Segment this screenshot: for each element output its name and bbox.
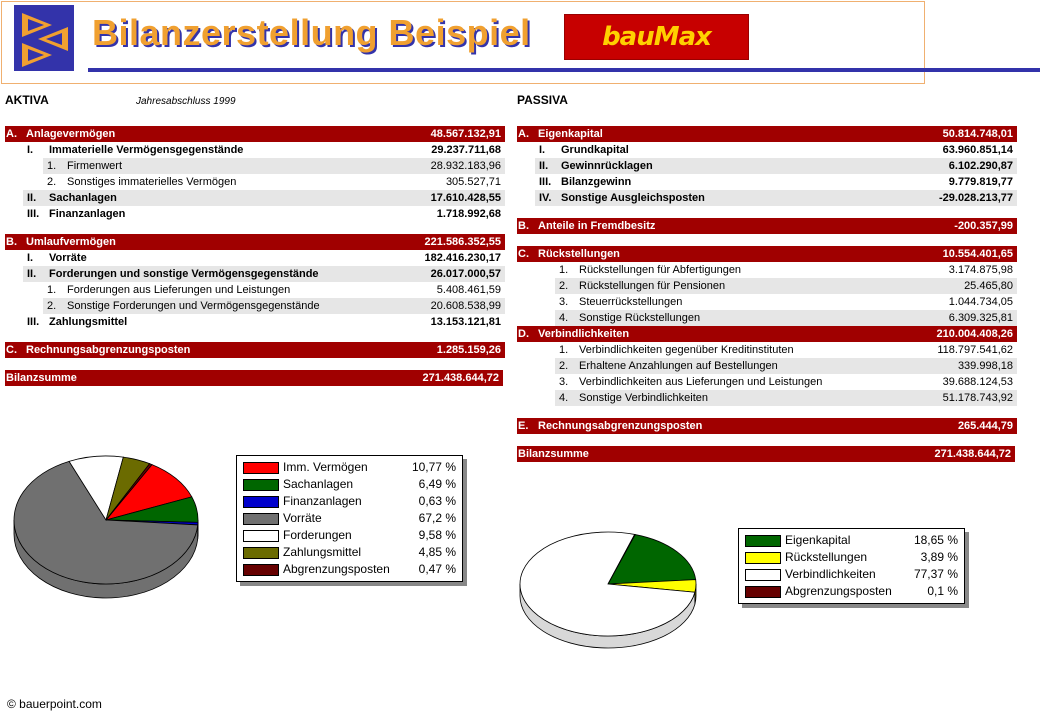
spacer (517, 234, 1017, 246)
legend-swatch (243, 462, 279, 474)
aktiva-line-row (23, 266, 505, 282)
row-key: IV. (539, 192, 552, 204)
legend-value: 3,89 % (920, 550, 958, 564)
page-title: Bilanzerstellung Beispiel (92, 12, 531, 53)
row-label: Sonstiges immaterielles Vermögen (67, 176, 237, 188)
spacer (5, 222, 505, 234)
row-label: Rückstellungen für Pensionen (579, 280, 726, 292)
legend-label: Verbindlichkeiten (785, 567, 876, 581)
row-label: Rückstellungen für Abfertigungen (579, 264, 742, 276)
legend-item (237, 510, 462, 527)
row-value: 17.610.428,55 (430, 192, 501, 204)
passiva-heading: PASSIVA (517, 93, 568, 107)
row-key: III. (27, 208, 40, 220)
year-note: Jahresabschluss 1999 (136, 96, 236, 107)
copyright: © bauerpoint.com (7, 697, 102, 711)
row-value: 210.004.408,26 (936, 328, 1013, 340)
legend-swatch (745, 569, 781, 581)
legend-item (237, 527, 462, 544)
row-label: Bilanzsumme (6, 372, 77, 384)
row-label: Umlaufvermögen (26, 236, 116, 248)
legend-item (237, 459, 462, 476)
row-key: B. (6, 236, 17, 248)
row-key: 2. (47, 300, 57, 312)
row-value: 1.285.159,26 (436, 344, 501, 356)
row-key: D. (518, 328, 529, 340)
row-key: I. (539, 144, 546, 156)
aktiva-section-row (5, 234, 505, 250)
legend-label: Abgrenzungsposten (785, 584, 892, 598)
row-value: 1.718.992,68 (436, 208, 501, 220)
aktiva-section-row (5, 342, 505, 358)
legend-label: Abgrenzungsposten (283, 562, 390, 576)
spacer (5, 330, 505, 342)
row-label: Sonstige Rückstellungen (579, 312, 701, 324)
legend-value: 0,1 % (927, 584, 958, 598)
legend-swatch (243, 496, 279, 508)
row-value: 13.153.121,81 (430, 316, 501, 328)
row-key: 2. (559, 280, 569, 292)
row-value: 3.174.875,98 (948, 264, 1013, 276)
row-key: A. (518, 128, 529, 140)
legend-label: Rückstellungen (785, 550, 868, 564)
legend-label: Sachanlagen (283, 477, 354, 491)
header-rule (88, 68, 1040, 72)
row-label: Steuerrückstellungen (579, 296, 683, 308)
row-label: Rechnungsabgrenzungsposten (26, 344, 191, 356)
logo-icon (14, 5, 76, 73)
row-key: B. (518, 220, 529, 232)
passiva-line-row (555, 342, 1017, 358)
row-key: 2. (559, 360, 569, 372)
row-key: C. (518, 248, 529, 260)
row-label: Vorräte (49, 252, 87, 264)
row-value: 9.779.819,77 (948, 176, 1013, 188)
aktiva-table (5, 126, 505, 386)
passiva-section-row (517, 418, 1017, 434)
row-label: Immaterielle Vermögensgegenstände (49, 144, 244, 156)
legend-value: 18,65 % (913, 533, 958, 547)
row-key: II. (27, 268, 37, 280)
row-label: Verbindlichkeiten (538, 328, 630, 340)
row-label: Verbindlichkeiten gegenüber Kreditinstituten (579, 344, 794, 356)
row-key: 2. (47, 176, 57, 188)
legend-value: 0,63 % (418, 494, 456, 508)
row-label: Zahlungsmittel (49, 316, 128, 328)
row-value: 305.527,71 (445, 176, 501, 188)
legend-swatch (243, 513, 279, 525)
row-value: 29.237.711,68 (431, 144, 501, 156)
aktiva-line-row (23, 190, 505, 206)
passiva-line-row (555, 294, 1017, 310)
row-label: Rechnungsabgrenzungsposten (538, 420, 703, 432)
row-key: 4. (559, 312, 569, 324)
row-key: II. (27, 192, 37, 204)
row-value: 182.416.230,17 (424, 252, 501, 264)
aktiva-section-row (5, 370, 503, 386)
row-value: 118.797.541,62 (937, 344, 1013, 356)
spacer (5, 358, 505, 370)
row-label: Erhaltene Anzahlungen auf Bestellungen (579, 360, 778, 372)
legend-item (237, 493, 462, 510)
row-value: 6.309.325,81 (948, 312, 1013, 324)
row-value: 48.567.132,91 (430, 128, 501, 140)
legend-item (739, 532, 964, 549)
row-label: Verbindlichkeiten aus Lieferungen und Leistungen (579, 376, 823, 388)
row-value: 1.044.734,05 (948, 296, 1013, 308)
legend-label: Finanzanlagen (283, 494, 362, 508)
row-value: 265.444,79 (957, 420, 1013, 432)
row-value: 63.960.851,14 (942, 144, 1013, 156)
row-value: 271.438.644,72 (934, 448, 1011, 460)
passiva-section-row (517, 446, 1015, 462)
row-key: II. (539, 160, 549, 172)
row-value: 20.608.538,99 (430, 300, 501, 312)
legend-item (739, 566, 964, 583)
legend-swatch (745, 586, 781, 598)
row-key: C. (6, 344, 17, 356)
row-label: Sonstige Verbindlichkeiten (579, 392, 709, 404)
legend-item (237, 561, 462, 578)
row-value: 6.102.290,87 (948, 160, 1013, 172)
row-label: Forderungen und sonstige Vermögensgegenstände (49, 268, 319, 280)
row-label: Anlagevermögen (26, 128, 116, 140)
legend-item (739, 549, 964, 566)
legend-value: 6,49 % (418, 477, 456, 491)
legend-value: 77,37 % (913, 567, 958, 581)
row-key: III. (539, 176, 552, 188)
legend-label: Forderungen (283, 528, 352, 542)
row-label: Forderungen aus Lieferungen und Leistungen (67, 284, 291, 296)
passiva-line-row (535, 142, 1017, 158)
row-label: Bilanzsumme (518, 448, 589, 460)
legend-item (237, 544, 462, 561)
legend-label: Zahlungsmittel (283, 545, 362, 559)
legend-value: 0,47 % (418, 562, 456, 576)
legend-value: 9,58 % (418, 528, 456, 542)
row-value: 39.688.124,53 (942, 376, 1013, 388)
legend-label: Eigenkapital (785, 533, 851, 547)
row-value: 50.814.748,01 (942, 128, 1013, 140)
row-key: 3. (559, 296, 569, 308)
legend-swatch (243, 547, 279, 559)
spacer (517, 434, 1017, 446)
passiva-section-row (517, 218, 1017, 234)
row-key: E. (518, 420, 529, 432)
aktiva-line-row (43, 158, 505, 174)
row-label: Sonstige Forderungen und Vermögensgegenstände (67, 300, 320, 312)
aktiva-line-row (43, 174, 505, 190)
row-key: 4. (559, 392, 569, 404)
legend-item (237, 476, 462, 493)
legend-swatch (745, 552, 781, 564)
row-label: Anteile in Fremdbesitz (538, 220, 656, 232)
row-value: 221.586.352,55 (424, 236, 501, 248)
row-value: 25.465,80 (964, 280, 1013, 292)
passiva-line-row (555, 358, 1017, 374)
row-value: 10.554.401,65 (942, 248, 1013, 260)
row-key: 3. (559, 376, 569, 388)
row-value: -200.357,99 (954, 220, 1013, 232)
row-key: A. (6, 128, 17, 140)
aktiva-line-row (23, 314, 505, 330)
passiva-line-row (535, 190, 1017, 206)
row-value: 5.408.461,59 (436, 284, 501, 296)
aktiva-heading: AKTIVA (5, 93, 49, 107)
passiva-section-row (517, 326, 1017, 342)
aktiva-line-row (23, 206, 505, 222)
row-label: Firmenwert (67, 160, 123, 172)
legend-value: 10,77 % (411, 460, 456, 474)
aktiva-line-row (23, 250, 505, 266)
aktiva-line-row (23, 142, 505, 158)
row-value: 51.178.743,92 (942, 392, 1013, 404)
passiva-table (517, 126, 1017, 462)
legend-swatch (243, 479, 279, 491)
row-key: III. (27, 316, 40, 328)
legend-swatch (745, 535, 781, 547)
passiva-line-row (555, 374, 1017, 390)
row-key: 1. (559, 264, 569, 276)
row-key: I. (27, 252, 34, 264)
row-key: I. (27, 144, 34, 156)
legend-label: Imm. Vermögen (283, 460, 368, 474)
aktiva-pie-chart (8, 448, 208, 608)
row-label: Gewinnrücklagen (561, 160, 653, 172)
passiva-legend (738, 528, 965, 604)
row-label: Rückstellungen (538, 248, 620, 260)
aktiva-line-row (43, 298, 505, 314)
passiva-pie-chart (512, 522, 712, 662)
row-key: 1. (47, 284, 57, 296)
passiva-line-row (535, 174, 1017, 190)
row-value: 26.017.000,57 (430, 268, 501, 280)
aktiva-legend (236, 455, 463, 582)
row-label: Sachanlagen (49, 192, 117, 204)
spacer (517, 406, 1017, 418)
passiva-line-row (535, 158, 1017, 174)
passiva-line-row (555, 390, 1017, 406)
legend-label: Vorräte (283, 511, 322, 525)
row-value: -29.028.213,77 (938, 192, 1013, 204)
row-label: Eigenkapital (538, 128, 603, 140)
passiva-line-row (555, 310, 1017, 326)
legend-swatch (243, 530, 279, 542)
row-label: Finanzanlagen (49, 208, 126, 220)
row-value: 271.438.644,72 (422, 372, 499, 384)
row-label: Sonstige Ausgleichsposten (561, 192, 705, 204)
spacer (517, 206, 1017, 218)
aktiva-section-row (5, 126, 505, 142)
aktiva-line-row (43, 282, 505, 298)
row-label: Grundkapital (561, 144, 629, 156)
row-value: 28.932.183,96 (430, 160, 501, 172)
row-key: 1. (559, 344, 569, 356)
legend-value: 4,85 % (418, 545, 456, 559)
passiva-section-row (517, 126, 1017, 142)
row-value: 339.998,18 (957, 360, 1013, 372)
passiva-section-row (517, 246, 1017, 262)
brand-logo: bauMax (564, 14, 749, 60)
passiva-line-row (555, 262, 1017, 278)
legend-swatch (243, 564, 279, 576)
row-key: 1. (47, 160, 57, 172)
row-label: Bilanzgewinn (561, 176, 632, 188)
legend-value: 67,2 % (418, 511, 456, 525)
legend-item (739, 583, 964, 600)
passiva-line-row (555, 278, 1017, 294)
